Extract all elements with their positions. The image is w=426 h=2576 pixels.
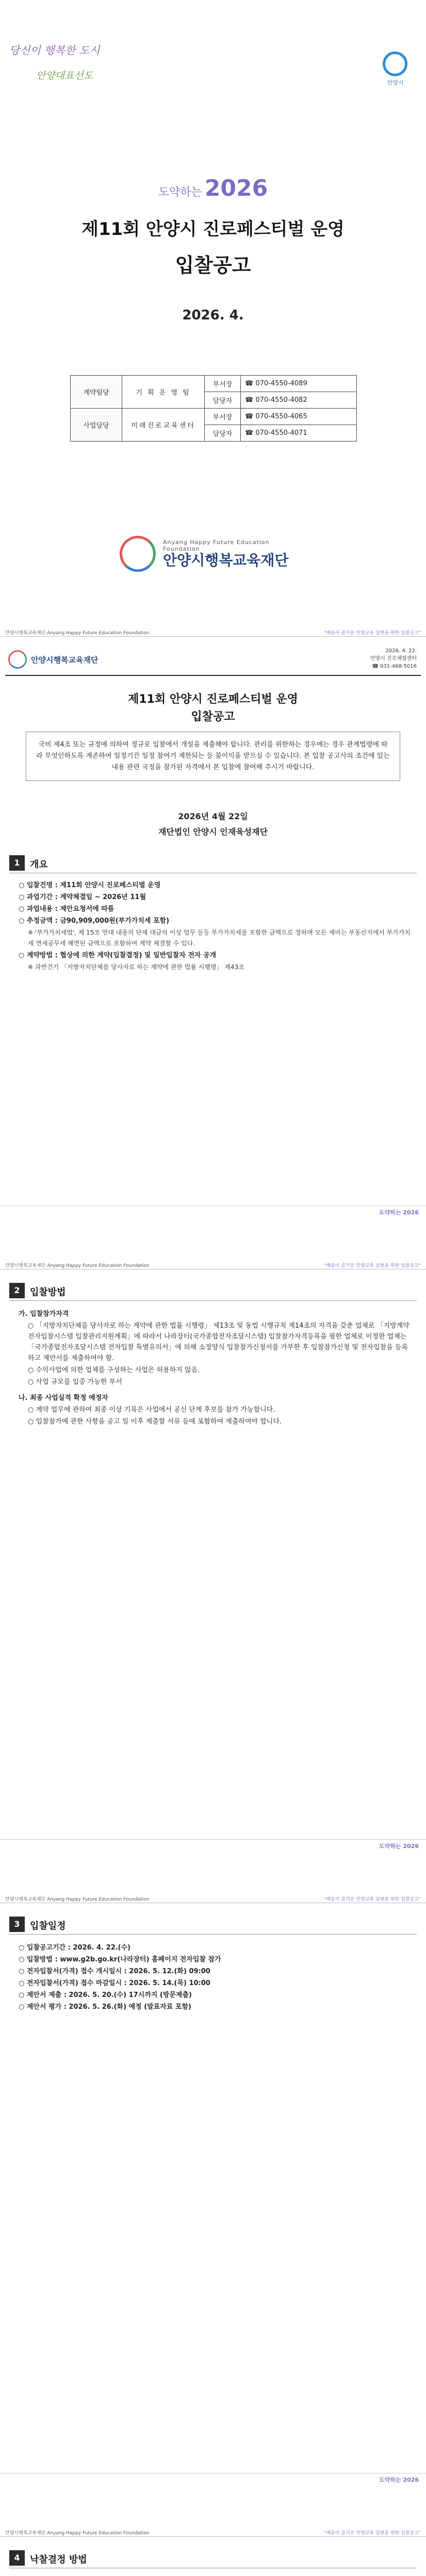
contact-role: 담당자: [205, 392, 241, 409]
strip-right: "배움이 즐거운 안양교육 실현을 위한 입찰공고": [324, 631, 421, 636]
doc-date: 2026. 4. 22.: [385, 648, 417, 654]
section-3-body: [19, 1942, 411, 2013]
list-item: ○ 입찰건명 : 제11회 안양시 진로페스티벌 운영: [19, 882, 161, 889]
section-number: 2: [9, 1283, 25, 1298]
cover-slogan: [0, 31, 426, 93]
strip-left: 안양시행복교육재단 Anyang Happy Future Education Foundation: [5, 631, 150, 636]
contact-dept: 계약팀당: [71, 376, 122, 409]
foundation-name-ko: 안양시행복교육재단: [163, 552, 289, 569]
strip-left: 안양시행복교육재단 Anyang Happy Future Education Foundation: [5, 1263, 150, 1268]
section-2-body: [19, 1309, 411, 1428]
page-header-strip: [0, 1260, 426, 1269]
section-title: 입찰일정: [30, 1921, 66, 1931]
page-footer: [0, 1839, 426, 1855]
doc-logo-text: 안양시행복교육재단: [31, 655, 99, 665]
strip-right: "배움이 즐거운 안양교육 실현을 위한 입찰공고": [324, 1263, 421, 1268]
doc-header-logo: [8, 648, 101, 671]
doc-meta: [370, 647, 417, 670]
sign-date: 2026년 4월 22일: [178, 811, 248, 821]
list-item: ○ 「지방자치단체를 당사자로 하는 계약에 관한 법률 시행령」 제13조 및 동법 시행규칙 제14조의 자격을 갖춘 업체로 「지방계약전자입찰시스템 입찰관리지원계획」에 따라서 나라장터(국가종합전자조달시스템) 입찰참가자격등록을 필한 업체로 이정한 업체는 「국가종합전자조달시스템 전자입찰 특별유의서」에 의해 소정양식 입찰참가신청서를 가부한 후 입찰참가신청 및 전자입찰을 등록하고 제안서를 제출하여야 함.: [28, 1322, 409, 1362]
doc-tel: ☎ 031-468-5016: [372, 664, 417, 669]
cover-date: 2026. 4.: [182, 308, 244, 323]
page-footer: [0, 1206, 426, 1221]
list-item: ○ 수익사업에 의한 업체를 구성하는 사업은 허용하지 않음.: [28, 1366, 200, 1374]
list-item: ○ 과업내용 : 제안요청서에 따름: [19, 905, 114, 913]
footer-brand: 도약하는 2026: [379, 1209, 419, 1216]
strip-divider: [0, 636, 426, 637]
foundation-emblem-icon: [120, 536, 156, 572]
list-item: ○ 계약 업무에 관하여 최종 이상 기록은 사업에서 공신 단계 후보를 참가 가능합니다.: [28, 1406, 275, 1414]
city-logo-icon: [383, 52, 407, 76]
list-item: 가. 입찰참가자격: [19, 1310, 69, 1318]
list-item: ※ '부가가치세법', 제 15조 연대 내용의 단채 대금의 이상 업무 등등 부가가치세를 포함한 금액으로 정하며 모든 제비는 부동산지에서 부가가치세 면세공무세 해면된 금액으로 포함하여 계약 체결할 수 있다.: [28, 929, 411, 947]
footer-brand: 도약하는 2026: [379, 1843, 419, 1850]
strip-right: "배움이 즐거운 안양교육 실현을 위한 입찰공고": [324, 2531, 421, 2536]
footer-divider: [0, 1839, 426, 1840]
contact-team: 미래진로교육센터: [122, 409, 205, 442]
section-number: 4: [9, 2550, 25, 2566]
city-logo-label: 안양시: [387, 79, 404, 86]
list-item: ○ 과업기간 : 계약체결일 ~ 2026년 11월: [19, 893, 146, 901]
section-number: 3: [9, 1917, 25, 1932]
contact-phone: ☎ 070-4550-4082: [241, 392, 357, 409]
list-item: ○ 입찰방법 : www.g2b.go.kr(나라장터) 홈페이지 전자입찰 참가: [19, 1956, 221, 1963]
page-header-strip: [0, 628, 426, 637]
foundation-emblem-icon: [8, 650, 27, 669]
section-title: 입찰방법: [30, 1287, 66, 1298]
contact-role: 부서장: [205, 376, 241, 392]
doc-org: 안양시 진로체험센터: [370, 656, 417, 662]
contact-phone: ☎ 070-4550-4071: [241, 425, 357, 442]
section-number: 1: [9, 855, 25, 871]
doc-title: 제11회 안양시 진로페스티벌 운영: [128, 693, 298, 706]
page-footer: [0, 2473, 426, 2488]
foundation-logo: [120, 536, 306, 573]
slogan-main: 당신이 행복한 도시: [9, 44, 100, 57]
list-item: ○ 전자입찰서(가격) 접수 개시일시 : 2026. 5. 12.(화) 09:00: [19, 1968, 210, 1975]
page-header-strip: [0, 1894, 426, 1903]
cover-title: 제11회 안양시 진로페스티벌 운영: [81, 219, 345, 240]
list-item: ○ 제안서 평가 : 2026. 5. 26.(화) 예정 (발표자료 포함): [19, 2003, 191, 2011]
footer-brand: 도약하는 2026: [379, 2477, 419, 2483]
doc-subtitle: 입찰공고: [191, 710, 235, 723]
doc-rule: [5, 675, 421, 676]
strip-right: "배움이 즐거운 안양교육 실현을 위한 입찰공고": [324, 1897, 421, 1902]
contact-table: [70, 375, 357, 442]
section-divider: [9, 1300, 417, 1301]
strip-left: 안양시행복교육재단 Anyang Happy Future Education Foundation: [5, 2531, 150, 2536]
section-title: 개요: [30, 859, 48, 870]
sign-block: [0, 809, 426, 840]
table-row: [71, 409, 357, 425]
section-divider: [9, 1934, 417, 1935]
section-title: 낙찰결정 방법: [30, 2554, 87, 2565]
table-row: [71, 376, 357, 392]
cover-subtitle: 입찰공고: [175, 254, 251, 277]
contact-phone: ☎ 070-4550-4089: [241, 376, 357, 392]
contact-role: 담당자: [205, 425, 241, 442]
list-item: ○ 전자입찰서(가격) 접수 마감일시 : 2026. 5. 14.(목) 10:00: [19, 1979, 210, 1987]
brand-small: 도약하는: [158, 186, 202, 199]
list-item: ○ 계약방법 : 협상에 의한 계약(입찰결정) 및 일반입찰자 전자 공개: [19, 952, 217, 959]
contact-role: 부서장: [205, 409, 241, 425]
list-item: ○ 추정금액 : 금90,909,000원(부가가치세 포함): [19, 917, 170, 925]
notice-box: 국비 제4조 또는 규정에 의하여 정규로 입찰에서 개설을 제출해야 합니다. 관리를 위한하는 경우에는 경우 관계법령에 따라 무엇인하도록 계존하여 일정기간 일정 참여기 제한되는 등 불이익을 받으실 수 있습니다. 본 입찰 공고사의 조건에 있는 내용 관련 국정을 참가된 자격에서 본 입찰에 참여해 주시기 바랍니다.: [26, 732, 400, 781]
strip-left: 안양시행복교육재단 Anyang Happy Future Education Foundation: [5, 1897, 150, 1902]
brand-year: 2026: [204, 175, 268, 201]
list-item: ○ 제안서 제출 : 2026. 5. 20.(수) 17시까지 (방문제출): [19, 1991, 192, 1999]
sign-org: 재단법인 안양시 인재육성재단: [158, 827, 268, 837]
strip-divider: [0, 2536, 426, 2537]
contact-phone: ☎ 070-4550-4065: [241, 409, 357, 425]
section-1-body: [19, 880, 411, 974]
list-item: ※ 과반건기 「지방자치단체를 당사자로 하는 계약에 관한 법률 시행령」 제43조: [28, 963, 244, 971]
list-item: ○ 입찰참가에 관한 사항을 공고 일 이후 제출할 서류 등에 포함하여 제출하여야 합니다.: [28, 1418, 282, 1426]
contact-team: 기 획 운 영 팀: [122, 376, 205, 409]
contact-dept: 사업담당: [71, 409, 122, 442]
list-item: ○ 입찰공고기간 : 2026. 4. 22.(수): [19, 1944, 131, 1952]
page-header-strip: [0, 2528, 426, 2537]
foundation-name-en: Anyang Happy Future Education Foundation: [163, 539, 270, 552]
list-item: ○ 사업 규모를 입증 가능한 부서: [28, 1378, 122, 1386]
list-item: 나. 최종 사업실적 확정 예정자: [19, 1394, 108, 1402]
cover-title-block: [0, 175, 426, 323]
slogan-sub: 안양대표선도: [36, 70, 93, 81]
